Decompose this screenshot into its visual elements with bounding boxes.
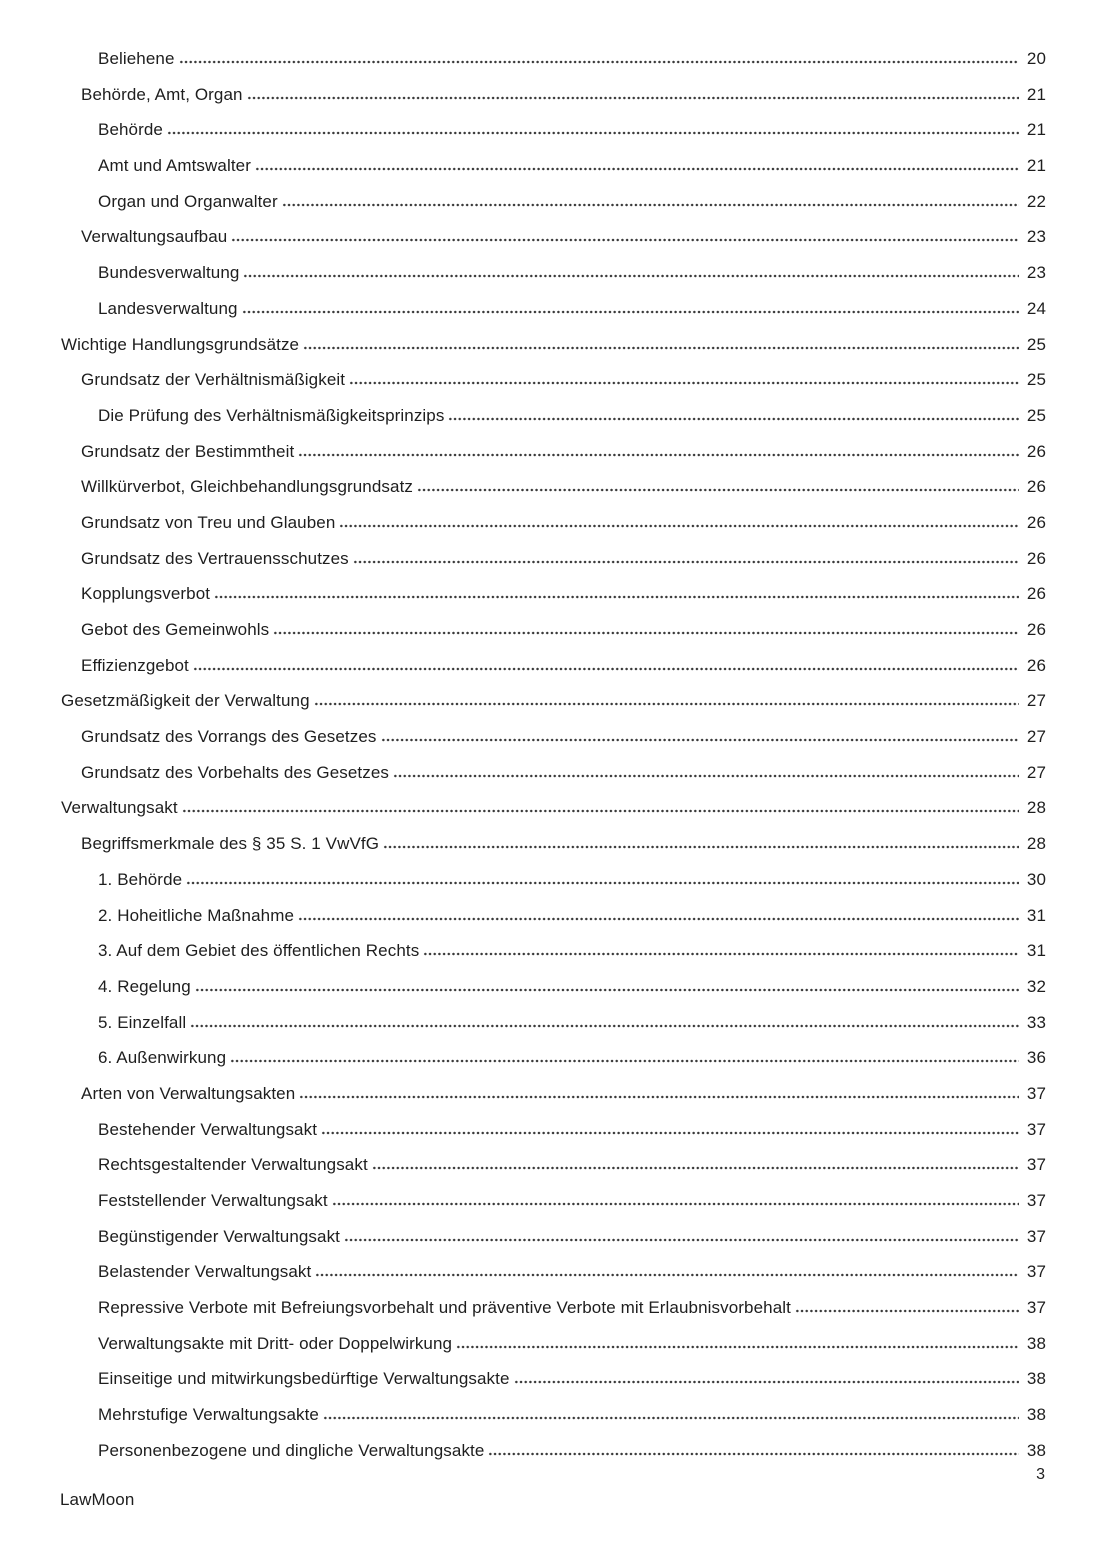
toc-entry-page: 26: [1026, 441, 1046, 461]
toc-leader-dots: [314, 702, 1019, 706]
toc-entry-label: Belastender Verwaltungsakt: [98, 1262, 312, 1282]
toc-entry[interactable]: [61, 933, 1046, 969]
toc-entry-label: Die Prüfung des Verhältnismäßigkeitsprinzips: [98, 405, 445, 425]
toc-entry-page: 26: [1026, 655, 1046, 675]
toc-entry-label: Grundsatz des Vorrangs des Gesetzes: [81, 727, 377, 747]
toc-entry-label: Rechtsgestaltender Verwaltungsakt: [98, 1155, 368, 1175]
toc-leader-dots: [448, 417, 1019, 421]
toc-entry-page: 26: [1026, 512, 1046, 532]
toc-entry[interactable]: [61, 826, 1046, 862]
toc-entry-page: 37: [1026, 1083, 1046, 1103]
toc-entry-page: 37: [1026, 1298, 1046, 1318]
toc-entry-label: Verwaltungsaufbau: [81, 227, 228, 247]
toc-entry-label: 4. Regelung: [98, 976, 191, 996]
toc-leader-dots: [323, 1416, 1019, 1420]
toc-entry-label: Grundsatz des Vorbehalts des Gesetzes: [81, 762, 389, 782]
toc-leader-dots: [214, 595, 1019, 599]
toc-leader-dots: [795, 1309, 1019, 1313]
toc-leader-dots: [344, 1238, 1019, 1242]
toc-entry-page: 37: [1026, 1226, 1046, 1246]
toc-leader-dots: [417, 488, 1019, 492]
toc-leader-dots: [315, 1273, 1019, 1277]
toc-entry-page: 37: [1026, 1262, 1046, 1282]
toc-entry[interactable]: [61, 1361, 1046, 1397]
toc-entry-label: 5. Einzelfall: [98, 1012, 187, 1032]
toc-entry[interactable]: [61, 505, 1046, 541]
toc-entry-page: 28: [1026, 834, 1046, 854]
toc-entry-page: 23: [1026, 227, 1046, 247]
toc-entry[interactable]: [61, 541, 1046, 577]
toc-entry-page: 31: [1026, 905, 1046, 925]
toc-leader-dots: [282, 203, 1019, 207]
toc-entry[interactable]: [61, 291, 1046, 327]
toc-entry[interactable]: [61, 219, 1046, 255]
toc-leader-dots: [372, 1166, 1019, 1170]
toc-entry[interactable]: [61, 1254, 1046, 1290]
toc-entry-page: 31: [1026, 941, 1046, 961]
toc-entry-page: 33: [1026, 1012, 1046, 1032]
toc-entry-label: Repressive Verbote mit Befreiungsvorbehalt und präventive Verbote mit Erlaubnisvorbehalt: [98, 1298, 791, 1318]
toc-entry-label: Personenbezogene und dingliche Verwaltungsakte: [98, 1440, 485, 1460]
toc-entry-label: Feststellender Verwaltungsakt: [98, 1191, 328, 1210]
toc-entry-label: Grundsatz von Treu und Glauben: [81, 512, 336, 532]
toc-entry[interactable]: [61, 1112, 1046, 1148]
toc-entry[interactable]: [61, 1397, 1046, 1433]
toc-entry-page: 27: [1026, 762, 1046, 782]
toc-entry[interactable]: [61, 1433, 1046, 1469]
toc-entry-label: Organ und Organwalter: [98, 191, 278, 211]
toc-entry-page: 25: [1026, 405, 1046, 425]
toc-entry-page: 22: [1026, 191, 1046, 211]
toc-leader-dots: [339, 524, 1019, 528]
toc-entry-page: 32: [1026, 976, 1046, 996]
toc-entry-page: 28: [1026, 798, 1046, 818]
toc-leader-dots: [242, 310, 1019, 314]
toc-entry-page: 20: [1026, 49, 1046, 68]
toc-entry-label: Kopplungsverbot: [81, 584, 211, 604]
toc-entry[interactable]: [61, 77, 1046, 113]
toc-leader-dots: [255, 167, 1019, 171]
footer-brand: LawMoon: [60, 1490, 135, 1509]
toc-entry-page: 38: [1026, 1369, 1046, 1389]
toc-entry-label: Verwaltungsakt: [61, 798, 178, 818]
toc-leader-dots: [298, 453, 1019, 457]
toc-entry-label: Grundsatz der Verhältnismäßigkeit: [81, 370, 346, 390]
toc-entry-page: 26: [1026, 477, 1046, 497]
toc-entry-label: Einseitige und mitwirkungsbedürftige Verwaltungsakte: [98, 1369, 510, 1389]
toc-entry-label: Bundesverwaltung: [98, 263, 240, 283]
toc-leader-dots: [321, 1131, 1019, 1135]
toc-entry-page: 24: [1026, 298, 1046, 318]
toc-entry[interactable]: [61, 683, 1046, 719]
toc-entry-label: Grundsatz des Vertrauensschutzes: [81, 548, 349, 568]
toc-entry-label: 1. Behörde: [98, 869, 183, 889]
toc-leader-dots: [190, 1024, 1019, 1028]
toc-entry-label: 3. Auf dem Gebiet des öffentlichen Rechts: [98, 941, 420, 961]
toc-entry[interactable]: [61, 1147, 1046, 1183]
toc-entry[interactable]: [61, 790, 1046, 826]
toc-entry-label: Grundsatz der Bestimmtheit: [81, 441, 295, 461]
toc-leader-dots: [488, 1452, 1019, 1456]
toc-entry-page: 30: [1026, 869, 1046, 889]
toc-entry-label: Mehrstufige Verwaltungsakte: [98, 1405, 319, 1425]
toc-entry[interactable]: [61, 862, 1046, 898]
toc-leader-dots: [231, 238, 1019, 242]
toc-entry[interactable]: [61, 41, 1046, 77]
toc-entry-page: 27: [1026, 727, 1046, 747]
toc-entry-label: Willkürverbot, Gleichbehandlungsgrundsatz: [81, 477, 413, 497]
toc-entry-page: 25: [1026, 370, 1046, 390]
toc-entry[interactable]: [61, 434, 1046, 470]
toc-entry-label: Gesetzmäßigkeit der Verwaltung: [61, 691, 310, 711]
toc-entry-page: 36: [1026, 1048, 1046, 1068]
toc-leader-dots: [247, 96, 1019, 100]
toc-leader-dots: [353, 560, 1019, 564]
toc-leader-dots: [298, 917, 1019, 921]
toc-entry[interactable]: [61, 148, 1046, 184]
toc-leader-dots: [167, 131, 1019, 135]
toc-entry-page: 37: [1026, 1191, 1046, 1210]
toc-leader-dots: [383, 845, 1019, 849]
toc-entry-page: 37: [1026, 1155, 1046, 1175]
toc-entry-label: Behörde, Amt, Organ: [81, 84, 243, 104]
toc-entry[interactable]: [61, 1290, 1046, 1326]
toc-leader-dots: [332, 1202, 1019, 1206]
toc-entry[interactable]: [61, 255, 1046, 291]
toc-entry-label: Effizienzgebot: [81, 655, 189, 675]
toc-entry-label: Arten von Verwaltungsakten: [81, 1083, 296, 1103]
toc-entry-page: 26: [1026, 584, 1046, 604]
toc-entry[interactable]: [61, 1183, 1046, 1219]
toc-entry[interactable]: [61, 327, 1046, 363]
toc-leader-dots: [393, 774, 1019, 778]
toc-entry-page: 38: [1026, 1440, 1046, 1460]
toc-entry-label: 2. Hoheitliche Maßnahme: [98, 905, 295, 925]
toc-leader-dots: [193, 667, 1019, 671]
toc-leader-dots: [186, 881, 1019, 885]
toc-entry[interactable]: [61, 1219, 1046, 1255]
toc-entry-label: Amt und Amtswalter: [98, 156, 251, 176]
toc-entry-page: 37: [1026, 1119, 1046, 1139]
toc-entry[interactable]: [61, 576, 1046, 612]
toc-entry-label: Begriffsmerkmale des § 35 S. 1 VwVfG: [81, 834, 380, 854]
toc-entry[interactable]: [61, 184, 1046, 220]
toc-entry[interactable]: [61, 898, 1046, 934]
toc-entry-label: Verwaltungsakte mit Dritt- oder Doppelwirkung: [98, 1333, 453, 1353]
toc-leader-dots: [179, 60, 1019, 64]
toc-entry-label: Behörde: [98, 120, 163, 140]
toc-leader-dots: [299, 1095, 1019, 1099]
toc-leader-dots: [423, 952, 1019, 956]
toc-leader-dots: [230, 1059, 1019, 1063]
toc-entry-label: Gebot des Gemeinwohls: [81, 620, 270, 639]
toc-entry[interactable]: [61, 112, 1046, 148]
toc-leader-dots: [349, 381, 1019, 385]
toc-entry-label: Landesverwaltung: [98, 298, 238, 318]
toc-entry[interactable]: [61, 969, 1046, 1005]
toc-entry-page: 38: [1026, 1405, 1046, 1425]
toc-entry-page: 21: [1026, 120, 1046, 140]
toc-entry-page: 23: [1026, 263, 1046, 283]
toc-leader-dots: [195, 988, 1019, 992]
toc-entry-label: Begünstigender Verwaltungsakt: [98, 1226, 341, 1246]
toc-entry[interactable]: [61, 1076, 1046, 1112]
toc-entry[interactable]: [61, 469, 1046, 505]
toc-entry-label: Wichtige Handlungsgrundsätze: [61, 334, 300, 354]
toc-entry-page: 26: [1026, 548, 1046, 568]
toc-entry[interactable]: [61, 1040, 1046, 1076]
toc-entry[interactable]: [61, 755, 1046, 791]
toc-entry-label: 6. Außenwirkung: [98, 1048, 227, 1068]
toc-entry[interactable]: [61, 1005, 1046, 1041]
toc-entry[interactable]: [61, 1326, 1046, 1362]
toc-leader-dots: [514, 1380, 1019, 1384]
toc-entry-page: 21: [1026, 84, 1046, 104]
toc-entry-page: 27: [1026, 691, 1046, 711]
toc-leader-dots: [303, 346, 1019, 350]
toc-entry-page: 21: [1026, 156, 1046, 176]
toc-leader-dots: [273, 631, 1019, 635]
toc-leader-dots: [243, 274, 1019, 278]
toc-entry-page: 25: [1026, 334, 1046, 354]
toc-entry[interactable]: [61, 362, 1046, 398]
toc-entry[interactable]: [61, 648, 1046, 684]
toc-entry[interactable]: [61, 398, 1046, 434]
toc-entry-label: Bestehender Verwaltungsakt: [98, 1119, 318, 1139]
toc-entry-page: 38: [1026, 1333, 1046, 1353]
page-number: 3: [1036, 1466, 1045, 1483]
toc-leader-dots: [456, 1345, 1019, 1349]
toc-entry-page: 26: [1026, 620, 1046, 639]
toc-leader-dots: [381, 738, 1020, 742]
toc-entry[interactable]: [61, 719, 1046, 755]
toc-entry[interactable]: [61, 612, 1046, 648]
toc-leader-dots: [182, 809, 1019, 813]
toc-entry-label: Beliehene: [98, 49, 175, 68]
